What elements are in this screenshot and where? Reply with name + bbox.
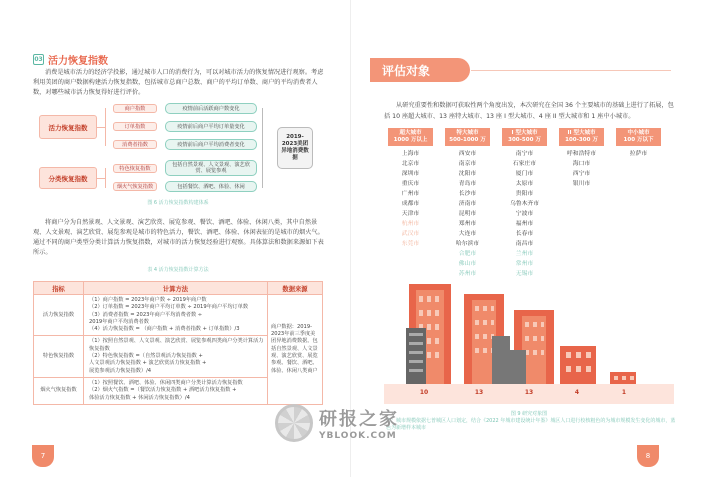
- main-box-category: 分类恢复指数: [39, 167, 97, 189]
- main-box-vitality: 活力恢复指数: [39, 115, 97, 139]
- city-name: 成都市: [401, 201, 420, 207]
- city-list: [616, 149, 661, 159]
- row-method: [84, 377, 268, 404]
- row-name: 活力恢复指数: [34, 295, 84, 336]
- city-count: 13: [474, 389, 484, 396]
- detail-merchant: 疫情前后活跃商户数变化: [165, 103, 257, 114]
- detail-consumer: 疫情前后商户平均消费者变化: [165, 139, 257, 150]
- method-line: （1）按照餐饮、酒吧、体验、休闲四类商户分类计算活力恢复指数: [89, 379, 243, 386]
- method-line: 体验活力恢复指数 + 休闲活力恢复指数）/4: [89, 394, 190, 401]
- column-subtitle: 300-500 万: [508, 137, 541, 143]
- method-line: （1）商户指数 = 2023年商户数 ÷ 2019年商户数: [89, 297, 207, 303]
- detail-order: 疫情前后商户平均订单量变化: [165, 121, 257, 132]
- city-name: 天津市: [401, 211, 420, 217]
- city-name: 北京市: [401, 161, 420, 167]
- sub-box-smoke: 烟火气恢复指数: [113, 182, 157, 191]
- method-line: （4）活力恢复指数 = （商户指数 + 消费者指数 + 订单指数）/3: [89, 326, 240, 333]
- column-title: I 型大城市: [511, 130, 538, 136]
- method-line: （2）特色恢复指数 =（自然景观活力恢复指数 +: [89, 353, 203, 360]
- intro-paragraph: 消费是城市活力的经济学投影，通过城市人口的消费行为，可以对城市活力的恢复情况进行观察。考虑利用美团的商户数据构建活力恢复指数，包括城市总商户总数、商户的平均订单数、商户的平均消费者人数，对哪些城市活力恢复得好进行评价。: [33, 69, 324, 96]
- column-subtitle: 100 万以下: [623, 137, 654, 143]
- city-column: [445, 128, 490, 279]
- city-list: [502, 149, 547, 279]
- row-name: 烟火气恢复指数: [34, 377, 84, 404]
- sub-box-consumer: 消费者指数: [113, 140, 157, 149]
- city-name: 呼和浩特市: [567, 151, 596, 157]
- city-name: 南昌市: [515, 241, 534, 247]
- city-name: 杭州市: [401, 221, 420, 227]
- city-name: 宁波市: [515, 211, 534, 217]
- city-name: 拉萨市: [629, 151, 648, 157]
- section-title-text: 活力恢复指数: [48, 56, 108, 67]
- watermark-cn: 研报之家: [319, 409, 399, 430]
- method-table: [33, 281, 323, 405]
- city-count: 10: [419, 389, 429, 396]
- banner-divider: [471, 70, 671, 71]
- city-name: 银川市: [572, 181, 591, 187]
- index-diagram: [33, 103, 323, 198]
- city-column: [388, 128, 433, 249]
- city-name: 大连市: [458, 231, 477, 237]
- city-name: 兰州市: [515, 251, 534, 257]
- city-column-header: [502, 128, 547, 146]
- column-subtitle: 1000 万以上: [393, 137, 428, 143]
- city-name: 福州市: [515, 221, 534, 227]
- city-count: 13: [524, 389, 534, 396]
- detail-feature: 包括自然景观、人文景观、演艺欣赏、展览参观: [165, 160, 257, 176]
- column-subtitle: 100-300 万: [565, 137, 598, 143]
- city-name: 深圳市: [401, 171, 420, 177]
- city-name: 郑州市: [458, 221, 477, 227]
- city-count: 1: [621, 389, 627, 396]
- city-column: [559, 128, 604, 189]
- city-name: 厦门市: [515, 171, 534, 177]
- city-name: 南宁市: [515, 151, 534, 157]
- watermark-en: YBLOOK.COM: [319, 431, 397, 441]
- city-name: 佛山市: [458, 261, 477, 267]
- city-count: 4: [574, 389, 580, 396]
- city-name: 广州市: [401, 191, 420, 197]
- method-line: （3）消费者指数 = 2023年商户平均消费者数 ÷: [89, 311, 203, 318]
- row-method: [84, 295, 268, 336]
- city-name: 苏州市: [458, 271, 477, 277]
- page-number-right: 8: [637, 445, 659, 467]
- city-column-header: [616, 128, 661, 146]
- page-number-left: 7: [32, 445, 54, 467]
- watermark-logo-icon: [275, 404, 313, 442]
- table-header-source: 数据来源: [268, 282, 323, 295]
- data-source-box: 2019-2023美团异地消费数据: [277, 127, 313, 169]
- column-title: 中小城市: [627, 130, 650, 136]
- sub-box-order: 订单指数: [113, 122, 157, 131]
- section-title: [33, 52, 108, 67]
- city-column-header: [445, 128, 490, 146]
- city-name: 合肥市: [458, 251, 477, 257]
- row-source: 商户数据：2019-2023年前三季度美团异地消费数据。包括自然景观、人文景观、演艺欣赏、展览参观、餐饮、酒吧、体验、休闲八类商户: [268, 295, 323, 405]
- city-name: 沈阳市: [458, 171, 477, 177]
- city-name: 南京市: [458, 161, 477, 167]
- city-name: 昆明市: [458, 211, 477, 217]
- city-list: [388, 149, 433, 249]
- column-title: 超大城市: [399, 130, 422, 136]
- figure-caption-9: 图 9 研究对象图: [510, 411, 548, 417]
- city-column-header: [559, 128, 604, 146]
- method-line: （2）烟火气指数 =（餐饮活力恢复指数 + 酒吧活力恢复指数 +: [89, 387, 237, 394]
- column-title: 特大城市: [456, 130, 479, 136]
- method-line: 2019年商户平均消费者数: [89, 318, 149, 325]
- city-column: [616, 128, 661, 159]
- city-name: 常州市: [515, 261, 534, 267]
- scope-paragraph: 从研究重要性和数据可获取性两个角度出发，本次研究在全国 36 个主要城市的基础上进行了拓展，包括 10 座超大城市、13 座特大城市、13 座 I 型大城市、4 座 II 型大城市和 1 座中小城市。: [384, 102, 674, 120]
- city-name: 西安市: [458, 151, 477, 157]
- buildings-illustration: [384, 270, 674, 386]
- detail-smoke: 包括餐饮、酒吧、体验、休闲: [165, 181, 257, 192]
- figure-caption-6: 图 6 活力恢复指数构建体系: [147, 200, 209, 206]
- city-name: 石家庄市: [512, 161, 537, 167]
- city-name: 东莞市: [401, 241, 420, 247]
- row-name: 特色恢复指数: [34, 336, 84, 377]
- table-row: [34, 295, 323, 336]
- method-line: （1）按照自然景观、人文景观、演艺欣赏、展览参观四类商户分类计算活力恢复指数: [89, 338, 264, 352]
- city-name: 武汉市: [401, 231, 420, 237]
- city-name: 济南市: [458, 201, 477, 207]
- table-header-method: 计算方法: [84, 282, 268, 295]
- city-name: 西宁市: [572, 171, 591, 177]
- table-header-indicator: 指标: [34, 282, 84, 295]
- method-line: 人文景观活力恢复指数 + 演艺欣赏活力恢复指数 +: [89, 360, 207, 367]
- section-banner: 评估对象: [370, 58, 470, 82]
- city-name: 长沙市: [458, 191, 477, 197]
- table-caption-4: 表 4 活力恢复指数计算方法: [147, 267, 209, 273]
- column-subtitle: 500-1000 万: [449, 137, 486, 143]
- category-paragraph: 将商户分为自然景观、人文景观、演艺欣赏、展览参观、餐饮、酒吧、体验、休闲八类，其中自然景观、人文景观、演艺欣赏、展览参观是城市的特色活力，餐饮、酒吧、体验、休闲表征的是城市的烟火气。通过不同的商户类型分类计算活力恢复指数，对城市的活力恢复经验进行观察。具体算法和数据来源如下表所示。: [33, 219, 324, 256]
- city-name: 海口市: [572, 161, 591, 167]
- city-column: [502, 128, 547, 279]
- city-list: [445, 149, 490, 279]
- section-badge-icon: 03: [34, 56, 43, 63]
- city-name: 青岛市: [458, 181, 477, 187]
- city-name: 无锡市: [515, 271, 534, 277]
- row-method: [84, 336, 268, 377]
- sub-box-feature: 特色恢复指数: [113, 164, 157, 173]
- city-column-header: [388, 128, 433, 146]
- method-line: 展览参观活力恢复指数）/4: [89, 367, 152, 374]
- city-name: 乌鲁木齐市: [510, 201, 539, 207]
- footnote: 注：城市规模依据七普城区人口划定，结合《2022 年城市建设统计年鉴》城区人口进行校核粗色的为城市规模发生变化的城市，蓝色为新增样本城市: [386, 418, 676, 431]
- sub-box-merchant: 商户指数: [113, 104, 157, 113]
- city-name: 重庆市: [401, 181, 420, 187]
- column-title: II 型大城市: [567, 130, 596, 136]
- city-name: 长春市: [515, 231, 534, 237]
- city-name: 太原市: [515, 181, 534, 187]
- city-name: 哈尔滨市: [455, 241, 480, 247]
- method-line: （2）订单指数 = 2023年商户平均订单数 ÷ 2019年商户平均订单数: [89, 304, 249, 311]
- city-name: 上海市: [401, 151, 420, 157]
- watermark: [275, 398, 425, 448]
- city-name: 贵阳市: [515, 191, 534, 197]
- city-list: [559, 149, 604, 189]
